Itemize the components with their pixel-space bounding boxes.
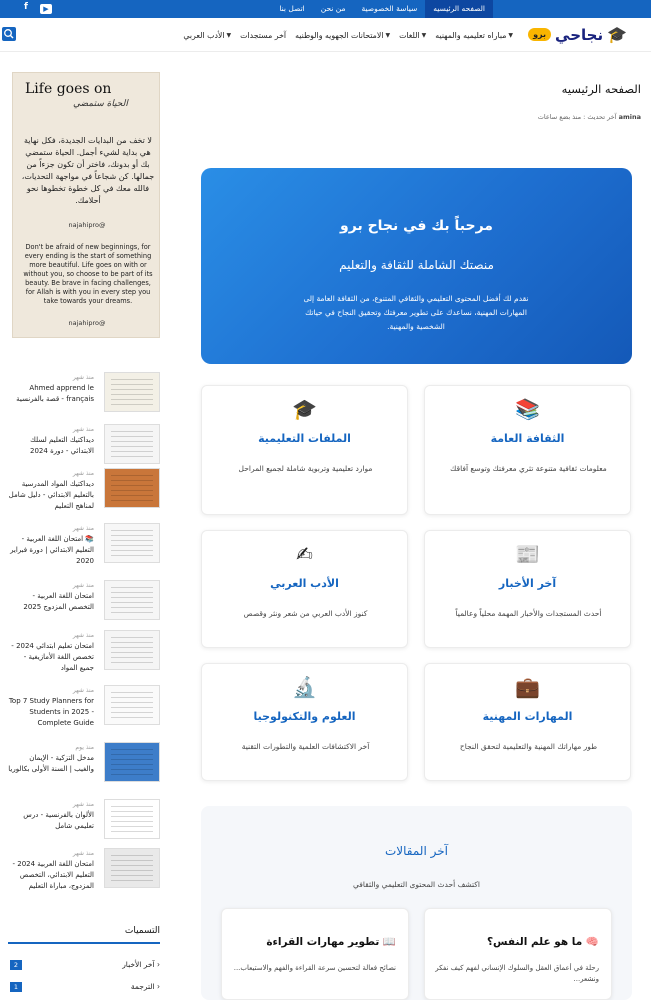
thumbnail-line — [111, 707, 153, 708]
post-title[interactable]: امتحان اللغة العربية 2024 - التعليم الابتدائي، التخصص المزدوج، مباراة التعليم — [12, 860, 94, 890]
category-card-news[interactable] — [424, 530, 631, 648]
thumbnail-line — [111, 530, 153, 531]
nav-label: آخر مستجدات — [240, 30, 287, 40]
brain-icon: 🧠 — [585, 936, 599, 948]
thumbnail-line — [111, 384, 153, 385]
thumbnail-line — [111, 875, 153, 876]
post-thumbnail[interactable] — [104, 742, 160, 782]
top-bar — [0, 0, 651, 18]
updated-text: آخر تحديث : منذ بضع ساعات — [537, 113, 617, 121]
pen-writing-icon: ✍ — [296, 542, 313, 566]
thumbnail-line — [111, 855, 153, 856]
card-description: معلومات ثقافية متنوعة تثري معرفتك وتوسع آفاقك — [450, 464, 607, 473]
thumbnail-line — [111, 880, 153, 881]
article-card[interactable] — [221, 908, 409, 1000]
thumbnail-line — [111, 769, 153, 770]
latest-articles-section — [201, 806, 632, 1000]
card-title: المهارات المهنية — [482, 710, 573, 723]
newspaper-icon: 📰 — [515, 542, 540, 566]
category-label: ‹ الترجمة — [130, 982, 160, 991]
card-description: كنوز الأدب العربي من شعر ونثر وقصص — [243, 609, 368, 618]
sidebar-poster[interactable] — [12, 72, 160, 338]
post-title[interactable]: Top 7 Study Planners for Students in 2025 - Complete Guide — [8, 697, 94, 727]
category-card-literature[interactable] — [201, 530, 408, 648]
post-date: منذ شهر — [72, 525, 94, 532]
post-date: منذ شهر — [72, 632, 94, 639]
category-count: 1 — [10, 982, 22, 992]
thumbnail-line — [111, 657, 153, 658]
thumbnail-line — [111, 555, 153, 556]
site-header — [0, 18, 651, 52]
category-card-education[interactable] — [201, 385, 408, 515]
thumbnail-line — [111, 535, 153, 536]
categories-title: التسميات — [124, 926, 160, 936]
book-icon: 📖 — [382, 936, 396, 948]
thumbnail-line — [111, 642, 153, 643]
top-link-home[interactable]: الصفحه الرئيسيه — [425, 0, 493, 18]
nav-item-literature[interactable] — [183, 31, 231, 40]
thumbnail-line — [111, 456, 153, 457]
graduation-cap-icon: 🎓 — [607, 25, 627, 44]
thumbnail-line — [111, 399, 153, 400]
post-thumbnail[interactable] — [104, 799, 160, 839]
post-thumbnail[interactable] — [104, 848, 160, 888]
thumbnail-line — [111, 545, 153, 546]
thumbnail-line — [111, 806, 153, 807]
thumbnail-line — [111, 607, 153, 608]
thumbnail-line — [111, 431, 153, 432]
books-icon: 📚 — [515, 397, 540, 421]
category-item[interactable] — [8, 980, 160, 996]
post-title[interactable]: امتحان اللغة العربية - التخصص المزدوج 2025 — [23, 592, 94, 611]
thumbnail-line — [111, 816, 153, 817]
page-title: الصفحه الرئيسيه — [561, 82, 641, 96]
poster-handle: najahipro@ — [68, 221, 106, 229]
nav-label: الأدب العربي — [183, 30, 225, 40]
card-title: الملفات التعليمية — [258, 432, 351, 445]
thumbnail-line — [111, 597, 153, 598]
thumbnail-line — [111, 602, 153, 603]
category-count: 2 — [10, 960, 22, 970]
article-card[interactable] — [424, 908, 612, 1000]
top-links — [271, 0, 493, 18]
thumbnail-line — [111, 717, 153, 718]
nav-item-news[interactable] — [240, 31, 286, 40]
card-description: آخر الاكتشافات العلمية والتطورات التقنية — [241, 742, 370, 751]
post-title[interactable]: 📚 امتحان اللغة العربية - التعليم الابتدائي | دورة فبراير 2020 — [10, 535, 94, 565]
thumbnail-line — [111, 692, 153, 693]
thumbnail-line — [111, 495, 153, 496]
nav-label: مباراه تعليميه والمهنيه — [435, 30, 507, 40]
thumbnail-line — [111, 441, 153, 442]
post-thumbnail[interactable] — [104, 685, 160, 725]
thumbnail-line — [111, 389, 153, 390]
article-title: 📖 تطوير مهارات القراءة — [266, 936, 396, 948]
thumbnail-line — [111, 592, 153, 593]
categories-header — [8, 926, 160, 944]
top-link-privacy[interactable]: سياسة الخصوصية — [361, 4, 418, 13]
thumbnail-line — [111, 379, 153, 380]
thumbnail-line — [111, 662, 153, 663]
post-title[interactable]: ديداكتيك المواد المدرسية بالتعليم الابتدائي - دليل شامل لمناهج التعليم — [8, 480, 94, 510]
post-title[interactable]: ديداكتيك التعليم لسلك الابتدائي - دورة 2024 — [30, 436, 94, 455]
post-thumbnail[interactable] — [104, 372, 160, 412]
post-date: منذ شهر — [72, 470, 94, 477]
poster-title-ar: الحياة ستمضي — [73, 99, 128, 109]
post-title[interactable]: امتحان تعليم ابتدائي 2024 - تخصص اللغة الأمازيغية - جميع المواد — [11, 642, 94, 672]
poster-text-ar: لا تخف من البدايات الجديدة، فكل نهاية هي بداية لشيء أجمل. الحياة ستمضي بك أو بدونك، فاختر أن تكون جزءاً من جمالها. كن شجاعاً في مواجهة التحديات، فالله معك في كل خطوة تخطوها نحو أحلامك. — [21, 136, 155, 205]
post-date: منذ شهر — [72, 582, 94, 589]
card-description: أحدث المستجدات والأخبار المهمة محلياً وعالمياً — [455, 609, 602, 618]
chevron-down-icon: ▼ — [385, 31, 391, 39]
facebook-icon[interactable]: f — [24, 2, 28, 12]
graduation-cap-icon: 🎓 — [292, 397, 317, 421]
author-name[interactable]: amina — [618, 113, 641, 121]
post-date: منذ شهر — [72, 687, 94, 694]
thumbnail-line — [111, 870, 153, 871]
logo-badge: برو — [528, 28, 551, 41]
nav-item-exams[interactable] — [295, 31, 390, 40]
hero-banner — [201, 168, 632, 364]
article-description: نصائح فعالة لتحسين سرعة القراءة والفهم والاستيعاب... — [233, 964, 396, 972]
top-link-about[interactable]: من نحن — [320, 4, 346, 13]
nav-item-languages[interactable] — [399, 31, 426, 40]
thumbnail-line — [111, 490, 153, 491]
poster-text-en: Don't be afraid of new beginnings, for every ending is the start of something more beautiful. Life goes on with or without you, so choose to be part of its beauty. Be brave in facing challenges, for Allah is with you in every step you take towards your dreams. — [23, 243, 153, 305]
post-meta — [538, 113, 641, 121]
hero-heading: مرحباً بك في نجاح برو — [340, 218, 493, 234]
card-title: آخر الأخبار — [498, 577, 557, 590]
thumbnail-line — [111, 764, 153, 765]
youtube-icon[interactable]: ▶ — [40, 4, 52, 14]
post-thumbnail[interactable] — [104, 630, 160, 670]
thumbnail-line — [111, 540, 153, 541]
nav-label: الامتحانات الجهويه والوطنيه — [295, 30, 384, 40]
thumbnail-line — [111, 404, 153, 405]
category-card-skills[interactable] — [424, 663, 631, 781]
thumbnail-line — [111, 860, 153, 861]
post-thumbnail[interactable] — [104, 468, 160, 508]
main-nav — [183, 18, 513, 52]
thumbnail-line — [111, 821, 153, 822]
card-title: الثقافة العامة — [490, 432, 565, 445]
thumbnail-line — [111, 865, 153, 866]
thumbnail-line — [111, 637, 153, 638]
microscope-icon: 🔬 — [292, 675, 317, 699]
logo-name: نجاحي — [555, 25, 604, 44]
post-date: منذ شهر — [72, 801, 94, 808]
thumbnail-line — [111, 436, 153, 437]
post-date: منذ يوم — [75, 744, 94, 751]
thumbnail-line — [111, 759, 153, 760]
thumbnail-line — [111, 480, 153, 481]
post-date: منذ شهر — [72, 850, 94, 857]
category-card-science[interactable] — [201, 663, 408, 781]
thumbnail-line — [111, 702, 153, 703]
category-label: ‹ آخر الأخبار — [122, 960, 160, 969]
chevron-down-icon: ▼ — [421, 31, 427, 39]
search-icon — [2, 27, 16, 41]
social-links — [20, 2, 52, 14]
latest-subtitle: اكتشف أحدث المحتوى التعليمي والثقافي — [353, 880, 480, 889]
nav-item-competitions[interactable] — [435, 31, 513, 40]
thumbnail-line — [111, 446, 153, 447]
thumbnail-line — [111, 500, 153, 501]
post-thumbnail[interactable] — [104, 424, 160, 464]
thumbnail-line — [111, 754, 153, 755]
thumbnail-line — [111, 749, 153, 750]
top-link-contact[interactable]: اتصل بنا — [279, 4, 305, 13]
thumbnail-line — [111, 826, 153, 827]
thumbnail-line — [111, 612, 153, 613]
thumbnail-line — [111, 697, 153, 698]
thumbnail-line — [111, 475, 153, 476]
chevron-down-icon: ▼ — [508, 31, 513, 39]
card-title: العلوم والتكنولوجيا — [253, 710, 356, 723]
article-title: 🧠 ما هو علم النفس؟ — [486, 936, 599, 948]
post-date: منذ شهر — [72, 426, 94, 433]
article-description: رحلة في أعماق العقل والسلوك الإنساني لفهم كيف نفكر ونشعر... — [435, 964, 599, 983]
post-thumbnail[interactable] — [104, 523, 160, 563]
thumbnail-line — [111, 550, 153, 551]
post-title[interactable]: مدخل التزكية - الإيمان والغيب | السنة الأولى بكالوريا — [8, 754, 94, 773]
hero-subheading: منصتك الشاملة للثقافة والتعليم — [339, 258, 494, 272]
post-date: منذ شهر — [72, 374, 94, 381]
thumbnail-line — [111, 712, 153, 713]
search-button[interactable] — [2, 27, 16, 41]
hero-paragraph: نقدم لك أفضل المحتوى التعليمي والثقافي المتنوع، من الثقافة العامة إلى المهارات المهنية، نساعدك على تطوير معرفتك وتحقيق النجاح في حياتك الشخصية والمهنية. — [303, 294, 529, 331]
card-title: الأدب العربي — [270, 577, 339, 590]
poster-handle: najahipro@ — [68, 319, 106, 327]
chevron-down-icon: ▼ — [226, 31, 232, 39]
thumbnail-line — [111, 451, 153, 452]
thumbnail-line — [111, 831, 153, 832]
site-logo[interactable] — [528, 25, 627, 44]
thumbnail-line — [111, 811, 153, 812]
thumbnail-line — [111, 485, 153, 486]
latest-title: آخر المقالات — [385, 844, 448, 858]
briefcase-icon: 💼 — [515, 675, 540, 699]
nav-label: اللغات — [399, 30, 420, 40]
thumbnail-line — [111, 652, 153, 653]
post-title[interactable]: الألوان بالفرنسية - درس تعليمي شامل — [23, 811, 94, 830]
category-card-culture[interactable] — [424, 385, 631, 515]
category-item[interactable] — [8, 958, 160, 974]
post-title[interactable]: Ahmed apprend le français - قصة بالفرنسية — [16, 384, 94, 403]
thumbnail-line — [111, 394, 153, 395]
card-description: طور مهاراتك المهنية والتعليمية لتحقق النجاح — [459, 742, 598, 751]
thumbnail-line — [111, 587, 153, 588]
card-description: موارد تعليمية وتربوية شاملة لجميع المراحل — [238, 464, 373, 473]
thumbnail-line — [111, 647, 153, 648]
poster-title-en: Life goes on — [25, 81, 112, 97]
post-thumbnail[interactable] — [104, 580, 160, 620]
thumbnail-line — [111, 774, 153, 775]
